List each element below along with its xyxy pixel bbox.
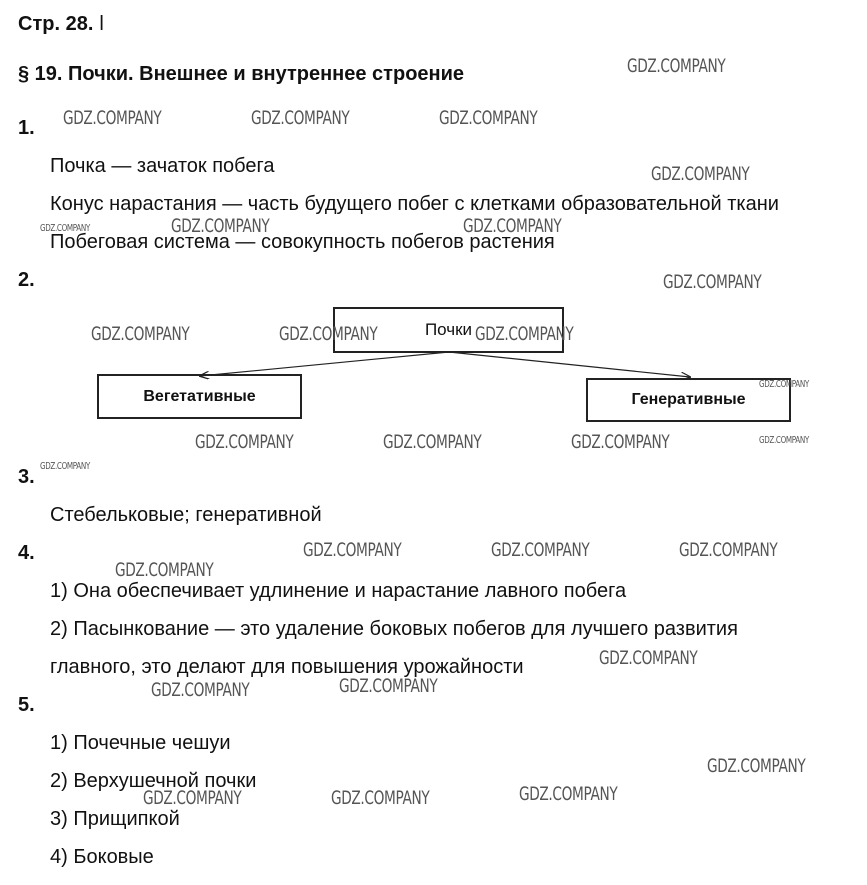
task-4-line-1: 1) Она обеспечивает удлинение и нарастание лавного побега xyxy=(50,580,627,602)
watermark: GDZ.COMPANY xyxy=(663,271,762,293)
watermark: GDZ.COMPANY xyxy=(759,379,809,390)
watermark: GDZ.COMPANY xyxy=(679,539,778,561)
watermark: GDZ.COMPANY xyxy=(143,787,242,809)
task-1-number: 1. xyxy=(18,117,35,139)
watermark: GDZ.COMPANY xyxy=(599,647,698,669)
task-1-line-1: Почка — зачаток побега xyxy=(50,155,275,177)
watermark: GDZ.COMPANY xyxy=(627,55,726,77)
watermark: GDZ.COMPANY xyxy=(251,107,350,129)
watermark: GDZ.COMPANY xyxy=(463,215,562,237)
diagram-right-label: Генеративные xyxy=(631,391,746,408)
watermark: GDZ.COMPANY xyxy=(571,431,670,453)
watermark: GDZ.COMPANY xyxy=(279,323,378,345)
task-4-line-2: 2) Пасынкование — это удаление боковых побегов для лучшего развития xyxy=(50,618,738,640)
task-4-line-3: главного, это делают для повышения урожайности xyxy=(50,656,524,678)
watermark: GDZ.COMPANY xyxy=(475,323,574,345)
watermark: GDZ.COMPANY xyxy=(115,559,214,581)
diagram-left-label: Вегетативные xyxy=(143,387,256,405)
arrow-right xyxy=(449,352,690,377)
task-5-line-2: 2) Верхушечной почки xyxy=(50,770,257,792)
diagram-left-box xyxy=(97,374,302,419)
task-5-line-1: 1) Почечные чешуи xyxy=(50,732,231,754)
watermark: GDZ.COMPANY xyxy=(491,539,590,561)
watermark: GDZ.COMPANY xyxy=(519,783,618,805)
task-2-number: 2. xyxy=(18,269,35,291)
watermark: GDZ.COMPANY xyxy=(40,223,90,234)
watermark: GDZ.COMPANY xyxy=(195,431,294,453)
task-1-line-3: Побеговая система — совокупность побегов растения xyxy=(50,231,555,253)
watermark: GDZ.COMPANY xyxy=(439,107,538,129)
watermark: GDZ.COMPANY xyxy=(40,461,90,472)
watermark: GDZ.COMPANY xyxy=(171,215,270,237)
arrow-left xyxy=(200,352,449,376)
task-4-number: 4. xyxy=(18,542,35,564)
watermark: GDZ.COMPANY xyxy=(91,323,190,345)
task-5-number: 5. xyxy=(18,694,35,716)
watermark: GDZ.COMPANY xyxy=(707,755,806,777)
page-mark: ǀ xyxy=(98,13,105,35)
watermark: GDZ.COMPANY xyxy=(331,787,430,809)
task-1-line-2: Конус нарастания — часть будущего побег с клетками образовательной ткани xyxy=(50,193,779,215)
task-5-line-4: 4) Боковые xyxy=(50,846,154,868)
task-5-line-3: 3) Прищипкой xyxy=(50,808,180,830)
watermark: GDZ.COMPANY xyxy=(303,539,402,561)
watermark: GDZ.COMPANY xyxy=(759,435,809,446)
task-3-line-1: Стебельковые; генеративной xyxy=(50,504,322,526)
watermark: GDZ.COMPANY xyxy=(151,679,250,701)
watermark: GDZ.COMPANY xyxy=(63,107,162,129)
watermark: GDZ.COMPANY xyxy=(339,675,438,697)
watermark: GDZ.COMPANY xyxy=(651,163,750,185)
diagram-root-label: Почки xyxy=(424,320,473,339)
page-label: Стр. 28. ǀ xyxy=(18,13,105,35)
section-title: § 19. Почки. Внешнее и внутреннее строение xyxy=(18,63,465,85)
task-3-number: 3. xyxy=(18,466,35,488)
watermark: GDZ.COMPANY xyxy=(383,431,482,453)
